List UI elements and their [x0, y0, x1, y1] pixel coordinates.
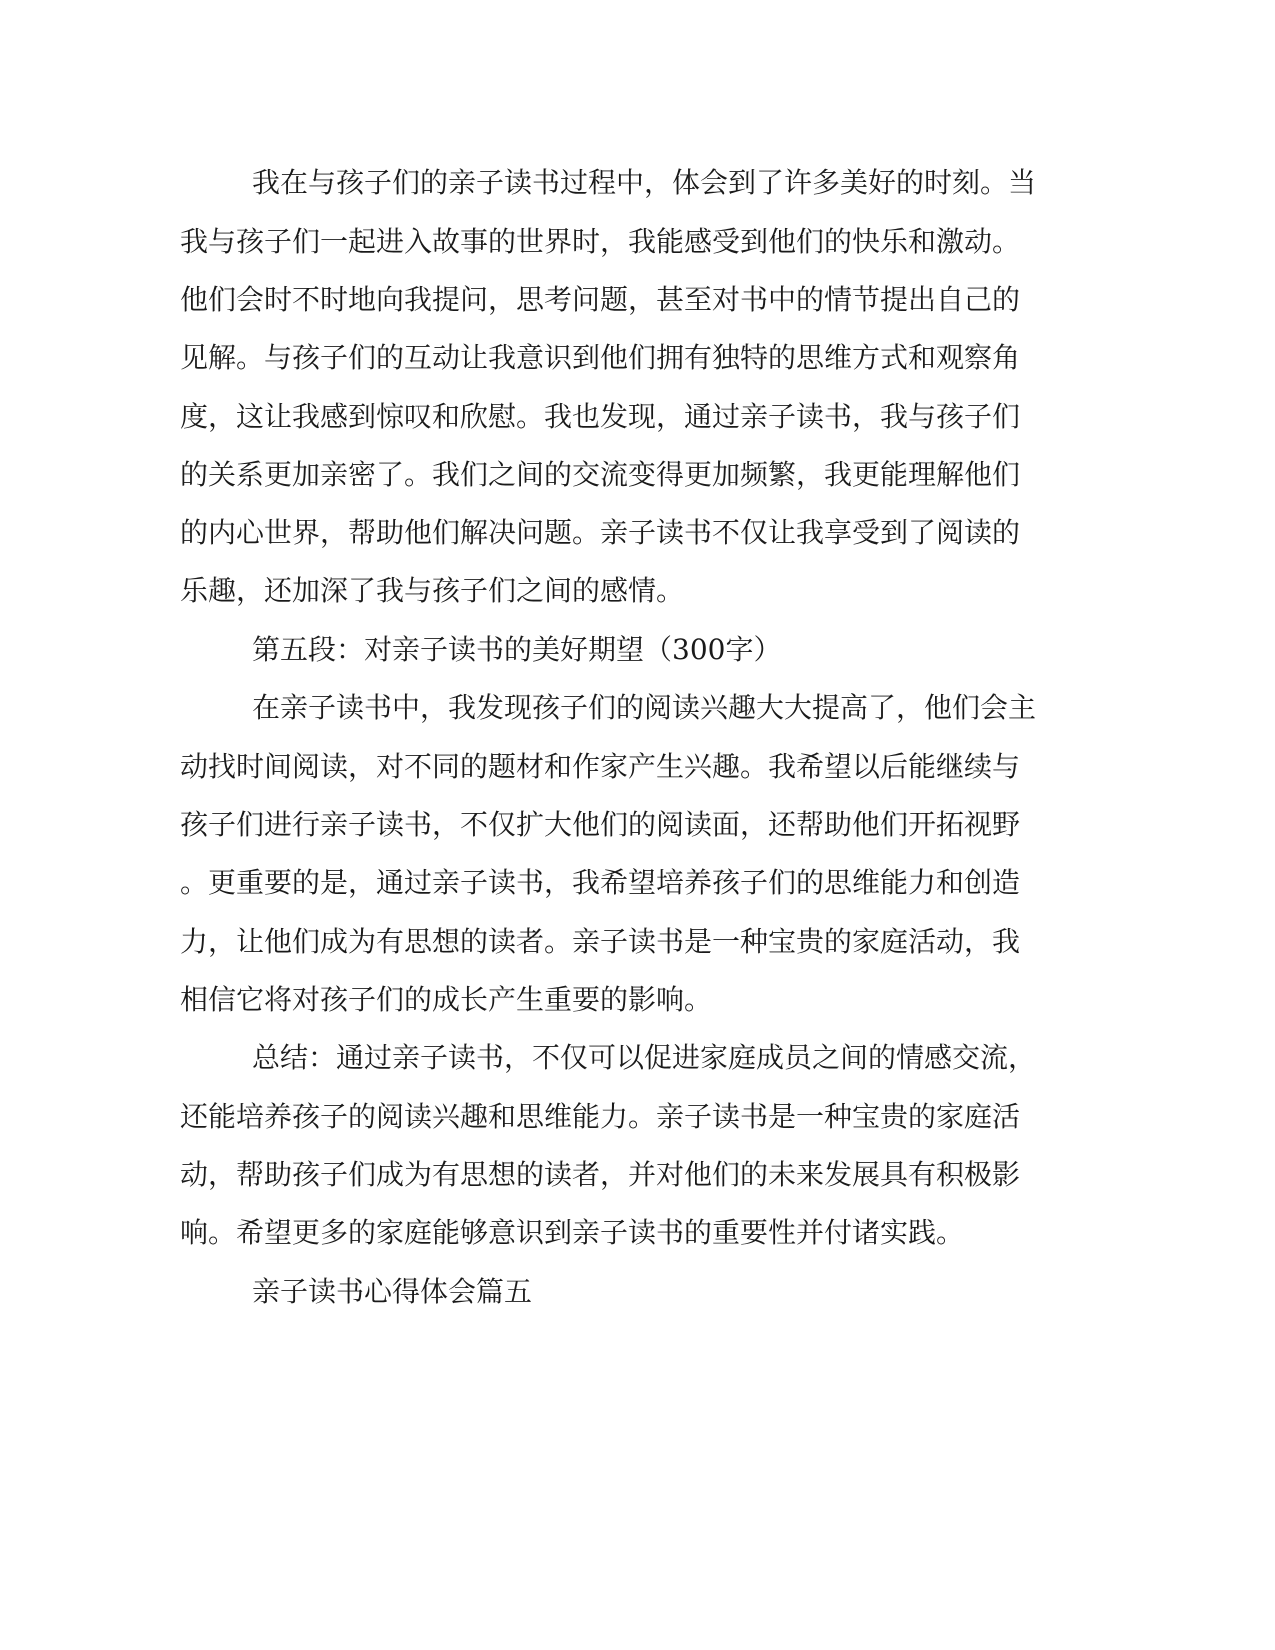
paragraph-text: 响。希望更多的家庭能够意识到亲子读书的重要性并付诸实践。: [180, 1216, 965, 1249]
paragraph-line: [0, 747, 1275, 787]
paragraph-text: 乐趣，还加深了我与孩子们之间的感情。: [180, 574, 685, 607]
paragraph-text: 见解。与孩子们的互动让我意识到他们拥有独特的思维方式和观察角: [180, 341, 1021, 374]
paragraph-line: [0, 980, 1275, 1020]
paragraph-text: 的内心世界，帮助他们解决问题。亲子读书不仅让我享受到了阅读的: [180, 516, 1021, 549]
section-heading-text: 亲子读书心得体会篇五: [252, 1275, 533, 1308]
section-heading: [0, 1272, 1275, 1312]
paragraph-line: [0, 1213, 1275, 1253]
paragraph-line: [0, 163, 1275, 203]
paragraph-line: [0, 688, 1275, 728]
paragraph-line: [0, 922, 1275, 962]
paragraph-text: 他们会时不时地向我提问，思考问题，甚至对书中的情节提出自己的: [180, 283, 1021, 316]
paragraph-line: [0, 338, 1275, 378]
paragraph-text: 总结：通过亲子读书，不仅可以促进家庭成员之间的情感交流，: [252, 1041, 1037, 1074]
paragraph-line: [0, 805, 1275, 845]
paragraph-line: [0, 222, 1275, 262]
section-heading: [0, 630, 1275, 670]
paragraph-text: 我在与孩子们的亲子读书过程中，体会到了许多美好的时刻。当: [252, 166, 1037, 199]
paragraph-text: 在亲子读书中，我发现孩子们的阅读兴趣大大提高了，他们会主: [252, 691, 1037, 724]
paragraph-line: [0, 863, 1275, 903]
paragraph-line: [0, 397, 1275, 437]
paragraph-line: [0, 455, 1275, 495]
paragraph-text: 力，让他们成为有思想的读者。亲子读书是一种宝贵的家庭活动，我: [180, 925, 1021, 958]
paragraph-line: [0, 1038, 1275, 1078]
paragraph-text: 我与孩子们一起进入故事的世界时，我能感受到他们的快乐和激动。: [180, 225, 1021, 258]
paragraph-line: [0, 571, 1275, 611]
paragraph-line: [0, 1155, 1275, 1195]
paragraph-text: 的关系更加亲密了。我们之间的交流变得更加频繁，我更能理解他们: [180, 458, 1021, 491]
paragraph-line: [0, 513, 1275, 553]
paragraph-text: 相信它将对孩子们的成长产生重要的影响。: [180, 983, 713, 1016]
paragraph-text: 度，这让我感到惊叹和欣慰。我也发现，通过亲子读书，我与孩子们: [180, 400, 1021, 433]
paragraph-text: 孩子们进行亲子读书，不仅扩大他们的阅读面，还帮助他们开拓视野: [180, 808, 1021, 841]
paragraph-line: [0, 280, 1275, 320]
paragraph-text: 还能培养孩子的阅读兴趣和思维能力。亲子读书是一种宝贵的家庭活: [180, 1100, 1021, 1133]
paragraph-text: 。更重要的是，通过亲子读书，我希望培养孩子们的思维能力和创造: [180, 866, 1021, 899]
section-heading-text: 第五段：对亲子读书的美好期望（300字）: [252, 633, 782, 666]
paragraph-line: [0, 1097, 1275, 1137]
paragraph-text: 动，帮助孩子们成为有思想的读者，并对他们的未来发展具有积极影: [180, 1158, 1021, 1191]
paragraph-text: 动找时间阅读，对不同的题材和作家产生兴趣。我希望以后能继续与: [180, 750, 1021, 783]
